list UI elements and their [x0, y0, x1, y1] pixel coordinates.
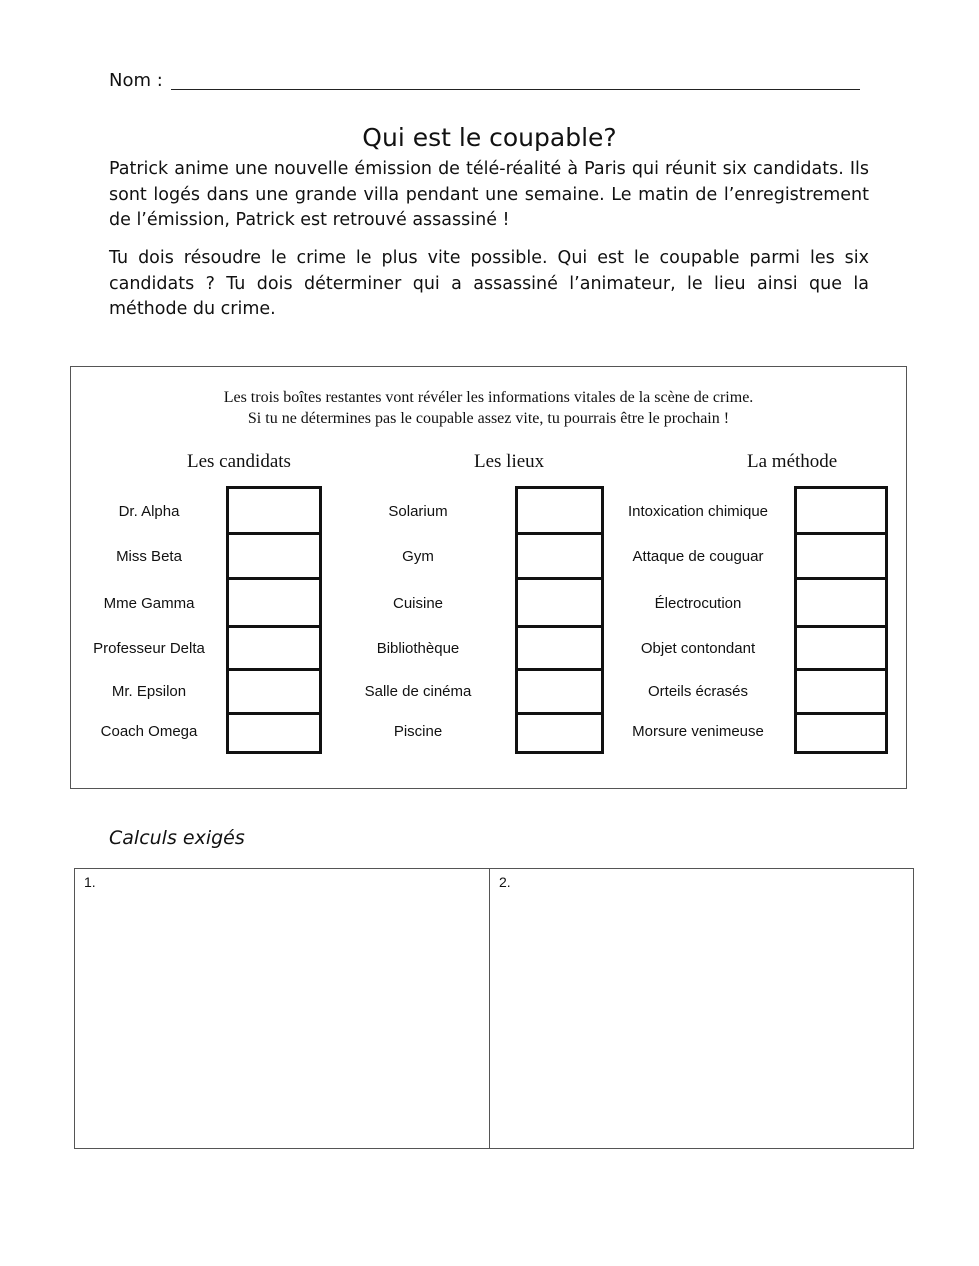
candidate-label: Miss Beta [116, 548, 182, 565]
calculation-cell-1[interactable] [75, 869, 490, 1148]
candidate-checkbox[interactable] [226, 625, 322, 671]
place-label: Piscine [393, 723, 443, 740]
candidate-checkbox[interactable] [226, 668, 322, 715]
place-label: Bibliothèque [376, 640, 460, 657]
candidate-checkbox[interactable] [226, 577, 322, 628]
method-checkbox[interactable] [794, 625, 888, 671]
candidate-label: Mme Gamma [103, 595, 195, 612]
candidate-checkbox[interactable] [226, 532, 322, 580]
place-label: Solarium [388, 503, 448, 520]
candidate-label: Professeur Delta [93, 640, 205, 657]
place-checkbox[interactable] [515, 486, 604, 535]
place-checkbox[interactable] [515, 668, 604, 715]
place-checkbox[interactable] [515, 712, 604, 754]
clue-box [70, 366, 907, 789]
calculations-table [74, 868, 914, 1149]
method-label: Intoxication chimique [627, 503, 769, 520]
place-label: Cuisine [392, 595, 444, 612]
method-checkbox[interactable] [794, 532, 888, 580]
place-label: Salle de cinéma [364, 683, 472, 700]
clue-intro-line-2: Si tu ne détermines pas le coupable assez vite, tu pourrais être le prochain ! [247, 410, 730, 427]
place-checkbox[interactable] [515, 625, 604, 671]
page-title: Qui est le coupable? [362, 122, 617, 152]
method-checkbox[interactable] [794, 486, 888, 535]
candidate-label: Dr. Alpha [118, 503, 180, 520]
method-checkbox[interactable] [794, 668, 888, 715]
intro-paragraph-1: Patrick anime une nouvelle émission de télé-réalité à Paris qui réunit six candidats. Ils sont logés dans une grande villa pendant une semaine. Le matin de l’enregistrement de l’émission, Patrick est retrouvé assassiné ! [109, 159, 869, 230]
clue-intro-line-1: Les trois boîtes restantes vont révéler les informations vitales de la scène de crime. [223, 389, 754, 406]
candidate-checkbox[interactable] [226, 712, 322, 754]
method-label: Morsure venimeuse [632, 723, 764, 740]
place-checkbox[interactable] [515, 532, 604, 580]
method-checkbox[interactable] [794, 712, 888, 754]
method-label: Objet contondant [640, 640, 756, 657]
place-checkbox[interactable] [515, 577, 604, 628]
candidate-label: Mr. Epsilon [111, 683, 187, 700]
method-checkbox[interactable] [794, 577, 888, 628]
place-label: Gym [402, 548, 434, 565]
column-heading-places: Les lieux [474, 451, 545, 472]
intro-paragraph-2: Tu dois résoudre le crime le plus vite possible. Qui est le coupable parmi les six candidats ? Tu dois déterminer qui a assassiné l’animateur, le lieu ainsi que la méthode du crime. [109, 248, 869, 319]
calculation-cell-number: 2. [499, 874, 511, 890]
column-heading-method: La méthode [747, 451, 838, 472]
name-field-line[interactable] [171, 89, 860, 90]
method-label: Électrocution [654, 595, 742, 612]
calculations-title: Calculs exigés [109, 827, 245, 849]
method-label: Orteils écrasés [647, 683, 749, 700]
method-label: Attaque de couguar [632, 548, 764, 565]
name-field-label: Nom : [109, 70, 163, 91]
column-heading-candidates: Les candidats [187, 451, 291, 472]
calculation-cell-2[interactable] [490, 869, 913, 1148]
calculation-cell-number: 1. [84, 874, 96, 890]
candidate-label: Coach Omega [100, 723, 198, 740]
candidate-checkbox[interactable] [226, 486, 322, 535]
